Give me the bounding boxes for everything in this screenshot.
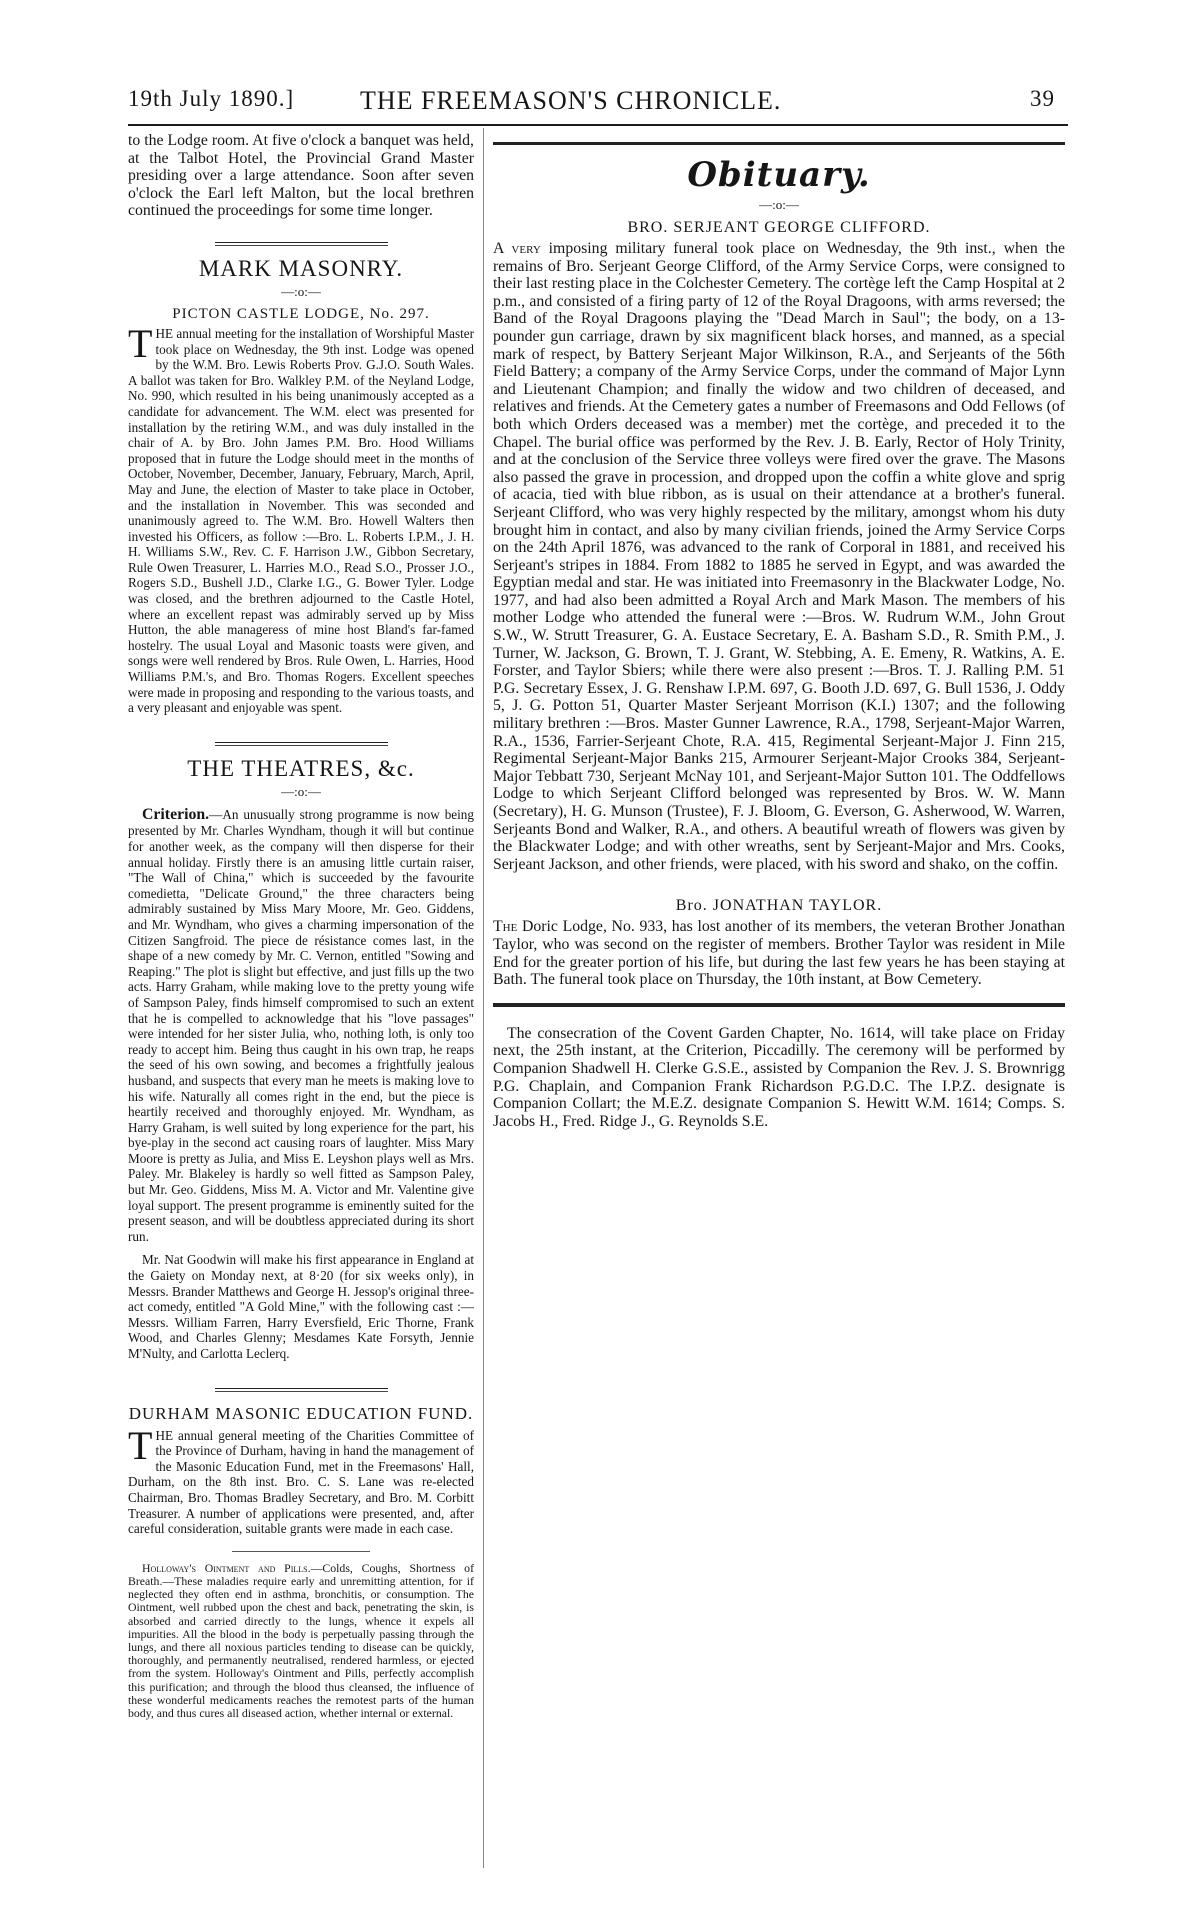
- lodge-heading: PICTON CASTLE LODGE, No. 297.: [172, 305, 430, 322]
- dropcap: T: [128, 320, 153, 366]
- advert-text: —Colds, Coughs, Shortness of Breath.—These maladies require early and unremitting attention, for if neglected they often end in asthma, bronchitis, or consumption. The Ointment, well rubbed upon the chest and back, penetrating the skin, is absorbed and carried directly to the lungs, whence it expels all impurities. All the blood in the body is perpetually passing through the lungs, and there all noxious particles tending to disease can be quickly, thoroughly, and permanently neutralised, rendered harmless, or ejected from the system. Holloway's Ointment and Pills, perfectly accomplish this purification; and through the blood thus cleansed, the influence of these wonderful medicaments reaches the remotest parts of the human body, and thus cures all diseased action, whether internal or external.: [128, 1560, 474, 1720]
- left-column: [128, 132, 474, 1720]
- dropcap: T: [128, 1422, 153, 1468]
- header-rule: [128, 124, 1068, 126]
- header-title: THE FREEMASON'S CHRONICLE.: [360, 86, 782, 115]
- theatres-title: THE THEATRES, &c.: [187, 755, 415, 781]
- theatres-separator: —:o:—: [281, 783, 321, 799]
- mark-separator: —:o:—: [281, 283, 321, 299]
- clifford-paragraph: [493, 240, 1065, 873]
- criterion-text: —An unusually strong programme is now being presented by Mr. Charles Wyndham, though it will but continue for another week, as the company will then disperse for their annual holiday. Firstly there is an amusing little curtain raiser, "The Wall of China," which is succeeded by the favourite comedietta, "Delicate Ground," the three characters being admirably sustained by Miss Mary Moore, Mr. Geo. Giddens, and Mr. Wyndham, who gives a charming impersonation of the Citizen Sangfroid. The piece de résistance comes last, in the shape of a new comedy by Mr. C. Vernon, entitled "Sowing and Reaping." The plot is slight but effective, and just fills up the two acts. Harry Graham, while making love to the pretty young wife of Sampson Paley, finds himself compromised to such an extent that he is compelled to acknowledge that his "love passages" were intended for her sister Julia, who, nothing loth, is only too ready to accept him. Being thus caught in his own trap, he reaps the seed of his own sowing, and becomes a frightfully jealous husband, and suspects that every man he meets is making love to his wife. Naturally all comes right in the end, but the piece is heartily received and thoroughly enjoyed. Mr. Wyndham, as Harry Graham, is well suited by long experience for the part, his bye-play in the second act causing roars of laughter. Miss Mary Moore is pretty as Julia, and Miss E. Leyshon plays well as Mrs. Paley. Mr. Blakeley is hardly so well fitted as Sampson Paley, but Mr. Geo. Giddens, Miss M. A. Victor and Mr. Valentine give loyal support. The present programme is eminently suited for the present season, and will be doubtless appreciated during its short run.: [128, 806, 474, 1244]
- mark-text: HE annual meeting for the installation of Worshipful Master took place on Wednesday, the 9th inst. Lodge was opened by the W.M. Bro. Lewis Roberts Prov. G.J.O. South Wales. A ballot was taken for Bro. Walkley P.M. of the Neyland Lodge, No. 990, which resulted in his being unanimously accepted as a candidate for advancement. The W.M. elect was presented for installation by the retiring W.M., and was duly installed in the chair of A. by Bro. John James P.M. Bro. Hood Williams proposed that in future the Lodge should meet in the months of October, November, December, January, February, March, April, May and June, the election of Master to take place in October, and the installation in November. This was seconded and unanimously agreed to. The W.M. Bro. Howell Walters then invested his Officers, as follow :—Bro. L. Roberts I.P.M., J. H. H. Williams S.W., Rev. C. F. Harrison J.W., Gibbon Secretary, Rule Owen Treasurer, L. Harries M.O., Read S.O., Prosser J.O., Rogers S.D., Bushell J.D., Clarke I.G., G. Bower Tyler. Lodge was closed, and the brethren adjourned to the Castle Hotel, where an excellent repast was admirably served up by Miss Hutton, the able manageress of mine host Bland's far-famed hostelry. The usual Loyal and Masonic toasts were given, and songs were well rendered by Bros. Rule Owen, L. Harries, Hood Williams P.M.'s, and Bro. Thomas Rogers. Excellent speeches were made in proposing and responding to the various toasts, and a very pleasant and enjoyable was spent.: [128, 325, 474, 716]
- obituary-separator: —:o:—: [759, 197, 799, 212]
- header-date: 19th July 1890.]: [128, 86, 295, 111]
- clifford-heading: BRO. SERJEANT GEORGE CLIFFORD.: [627, 219, 931, 236]
- obituary-title: Obituary.: [687, 155, 871, 195]
- criterion-lead: Criterion.: [142, 805, 210, 823]
- clifford-text: imposing military funeral took place on Wednesday, the 9th inst., when the remains of Bro. Serjeant George Clifford, of the Army Service Corps, were consigned to their last resting place in the Colchester Cemetery. The cortège left the Camp Hospital at 2 p.m., and consisted of a firing party of 12 of the Royal Dragoons, with arms reversed; the Band of the Royal Dragoons playing the "Dead March in Saul"; the body, on a 13-pounder gun carriage, drawn by six magnificent black horses, and manned, as a special mark of respect, by Battery Serjeant Major Wilkinson, R.A., and Serjeants of the 56th Field Battery; a company of the Army Service Corps, under the command of Major Lynn and Lieutenant Champion; and finally the widow and two children of deceased, and relatives and friends. At the Cemetery gates a number of Freemasons and Odd Fellows (of both which Orders deceased was a member) met the cortège, and preceded it to the Chapel. The burial office was performed by the Rev. J. B. Early, Rector of Holy Trinity, and at the conclusion of the Service three volleys were fired over the grave. The Masons also passed the grave in procession, and dropped upon the coffin a white glove and sprig of acacia, tied with blue ribbon, as is usual on their attendance at a brother's funeral. Serjeant Clifford, who was very highly respected by the military, amongst whom his duty brought him in contact, and also by many civilian friends, joined the Army Service Corps on the 24th April 1876, was advanced to the rank of Corporal in 1881, and received his Serjeant's stripes in 1884. From 1882 to 1885 he served in Egypt, and was awarded the Egyptian medal and star. He was initiated into Freemasonry in the Blackwater Lodge, No. 1977, and had also been admitted a Royal Arch and Mark Mason. The members of his mother Lodge who attended the funeral were :—Bros. W. Rudrum W.M., John Grout S.W., W. Strutt Treasurer, G. A. Eustace Secretary, E. A. Basham S.D., R. Smith P.M., J. Turner, W. Jackson, G. Brown, T. J. Grant, W. Stebbing, A. E. Emeny, R. Watkins, A. E. Forster, and Taylor Sbiers; while there were also present :—Bros. T. J. Ralling P.M. 51 P.G. Secretary Essex, J. G. Renshaw I.P.M. 697, G. Booth J.D. 697, G. Bull 1536, J. Oddy 5, J. G. Potton 51, Quarter Master Serjeant Morrison (K.I.) 1307; and the following military brethren :—Bros. Master Gunner Lawrence, R.A., 1798, Serjeant-Major Warren, R.A., 1536, Farrier-Serjeant Chote, R.A. 415, Regimental Serjeant-Major J. Finn 215, Regimental Serjeant-Major Banks 215, Armourer Serjeant-Major Crooks 384, Serjeant-Major Tebbatt 730, Serjeant McNay 101, and Serjeant-Major Sutton 101. The Oddfellows Lodge to which Serjeant Clifford belonged was represented by Bros. W. W. Mann (Secretary), H. G. Munson (Trustee), F. J. Bloom, G. Everson, G. Asherwood, W. Warren, Serjeants Bond and Walker, R.A., and others. A beautiful wreath of flowers was given by the Blackwater Lodge; and with other wreaths, sent by Serjeant-Major and Mrs. Cooks, Serjeant Jackson, and other friends, were placed, with his sword and shako, on the coffin.: [493, 240, 1065, 873]
- right-column: [493, 132, 1065, 1130]
- durham-title: DURHAM MASONIC EDUCATION FUND.: [128, 1403, 474, 1423]
- taylor-heading: Bro. JONATHAN TAYLOR.: [675, 897, 883, 915]
- durham-text: HE annual general meeting of the Charities Committee of the Province of Durham, having in hand the management of the Masonic Education Fund, met in the Freemasons' Hall, Durham, on the 8th inst. Bro. C. S. Lane was re-elected Chairman, Bro. Thomas Bradley Secretary, and Bro. M. Corbitt Treasurer. A number of applications were presented, and, after careful consideration, suitable grants were made in each case.: [128, 1427, 474, 1537]
- holloway-advert: [128, 1562, 474, 1720]
- taylor-text: Doric Lodge, No. 933, has lost another of its members, the veteran Brother Jonathan Taylor, who was second on the register of members. Brother Taylor was resident in Mile End for the greater portion of his life, but during the last few years he has been staying at Bath. The funeral took place on Thursday, the 10th instant, at Bow Cemetery.: [493, 918, 1065, 989]
- mark-masonry-title: MARK MASONRY.: [198, 255, 404, 281]
- criterion-paragraph: [128, 806, 474, 1245]
- mark-body: [128, 320, 474, 716]
- durham-body: [128, 1422, 474, 1537]
- taylor-lead: The: [493, 918, 518, 936]
- taylor-paragraph: [493, 918, 1065, 988]
- covent-garden-paragraph: The consecration of the Covent Garden Chapter, No. 1614, will take place on Friday next, the 25th instant, at the Criterion, Piccadilly. The ceremony will be performed by Companion Shadwell H. Clerke G.S.E., assisted by Companion the Rev. J. S. Brownrigg P.G. Chaplain, and Companion Frank Richardson P.G.D.C. The I.P.Z. designate is Companion Collart; the M.E.Z. designate Companion S. Hewitt W.M. 1614; Comps. S. Jacobs H., Fred. Ridge J., G. Reynolds S.E.: [493, 1024, 1065, 1130]
- column-divider: [483, 128, 484, 1868]
- clifford-lead: A very: [493, 240, 541, 257]
- intro-paragraph: to the Lodge room. At five o'clock a banquet was held, at the Talbot Hotel, the Provincial Grand Master presiding over a large attendance. Soon after seven o'clock the Earl left Malton, but the local brethren continued the proceedings for some time longer.: [128, 132, 474, 220]
- goodwin-paragraph: Mr. Nat Goodwin will make his first appearance in England at the Gaiety on Monday next, at 8·20 (for six weeks only), in Messrs. Brander Matthews and George H. Jessop's original three-act comedy, entitled "A Gold Mine," with the following cast :—Messrs. William Farren, Harry Eversfield, Eric Thorne, Frank Wood, and Charles Glenny; Mesdames Kate Forsyth, Jennie M'Nulty, and Carlotta Leclerq.: [128, 1252, 474, 1361]
- advert-lead: Holloway's Ointment and Pills.: [142, 1560, 311, 1575]
- page-number: 39: [1030, 86, 1055, 111]
